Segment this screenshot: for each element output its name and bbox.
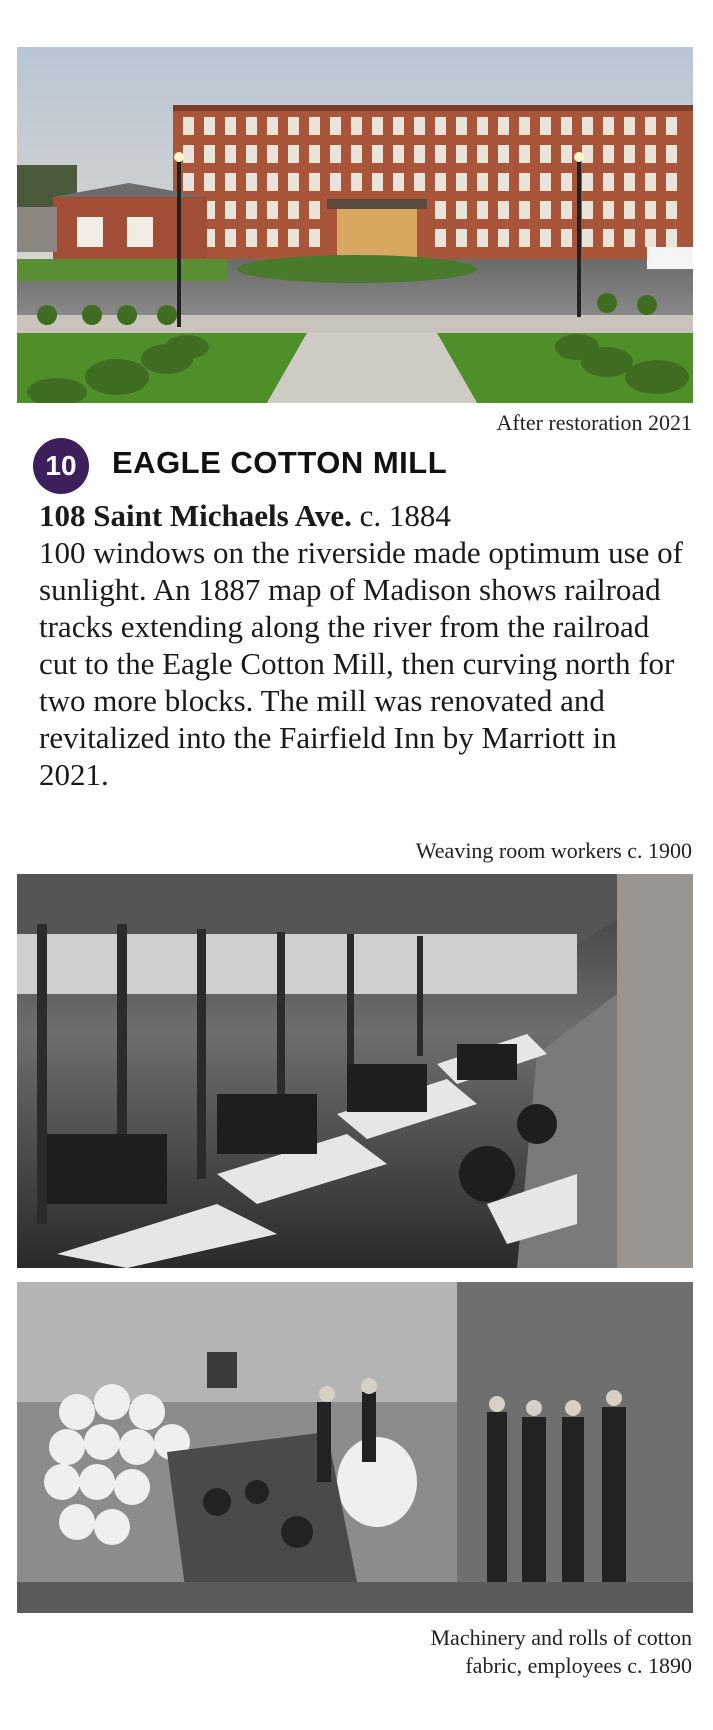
site-title: EAGLE COTTON MILL [112,445,448,480]
restored-mill-photo [17,47,693,403]
bottom-caption-line2: fabric, employees c. 1890 [465,1653,692,1678]
site-address: 108 Saint Michaels Ave. [39,498,352,533]
site-description: 100 windows on the riverside made optimum use of sunlight. An 1887 map of Madison shows railroad tracks extending along the river from the railroad cut to the Eagle Cotton Mill, then curving north for two more blocks. The mill was renovated and revitalized into the Fairfield Inn by Marriott in 2021. [39,535,684,792]
site-date: c. 1884 [351,498,451,533]
bottom-photo-caption [431,1624,693,1680]
top-photo-caption: After restoration 2021 [496,410,692,435]
weaving-room-photo [17,874,693,1268]
site-description-block [39,497,689,793]
machinery-employees-photo [17,1282,693,1613]
bottom-caption-line1: Machinery and rolls of cotton [430,1625,692,1650]
site-number-badge: 10 [33,438,89,494]
middle-photo-caption: Weaving room workers c. 1900 [415,838,692,863]
